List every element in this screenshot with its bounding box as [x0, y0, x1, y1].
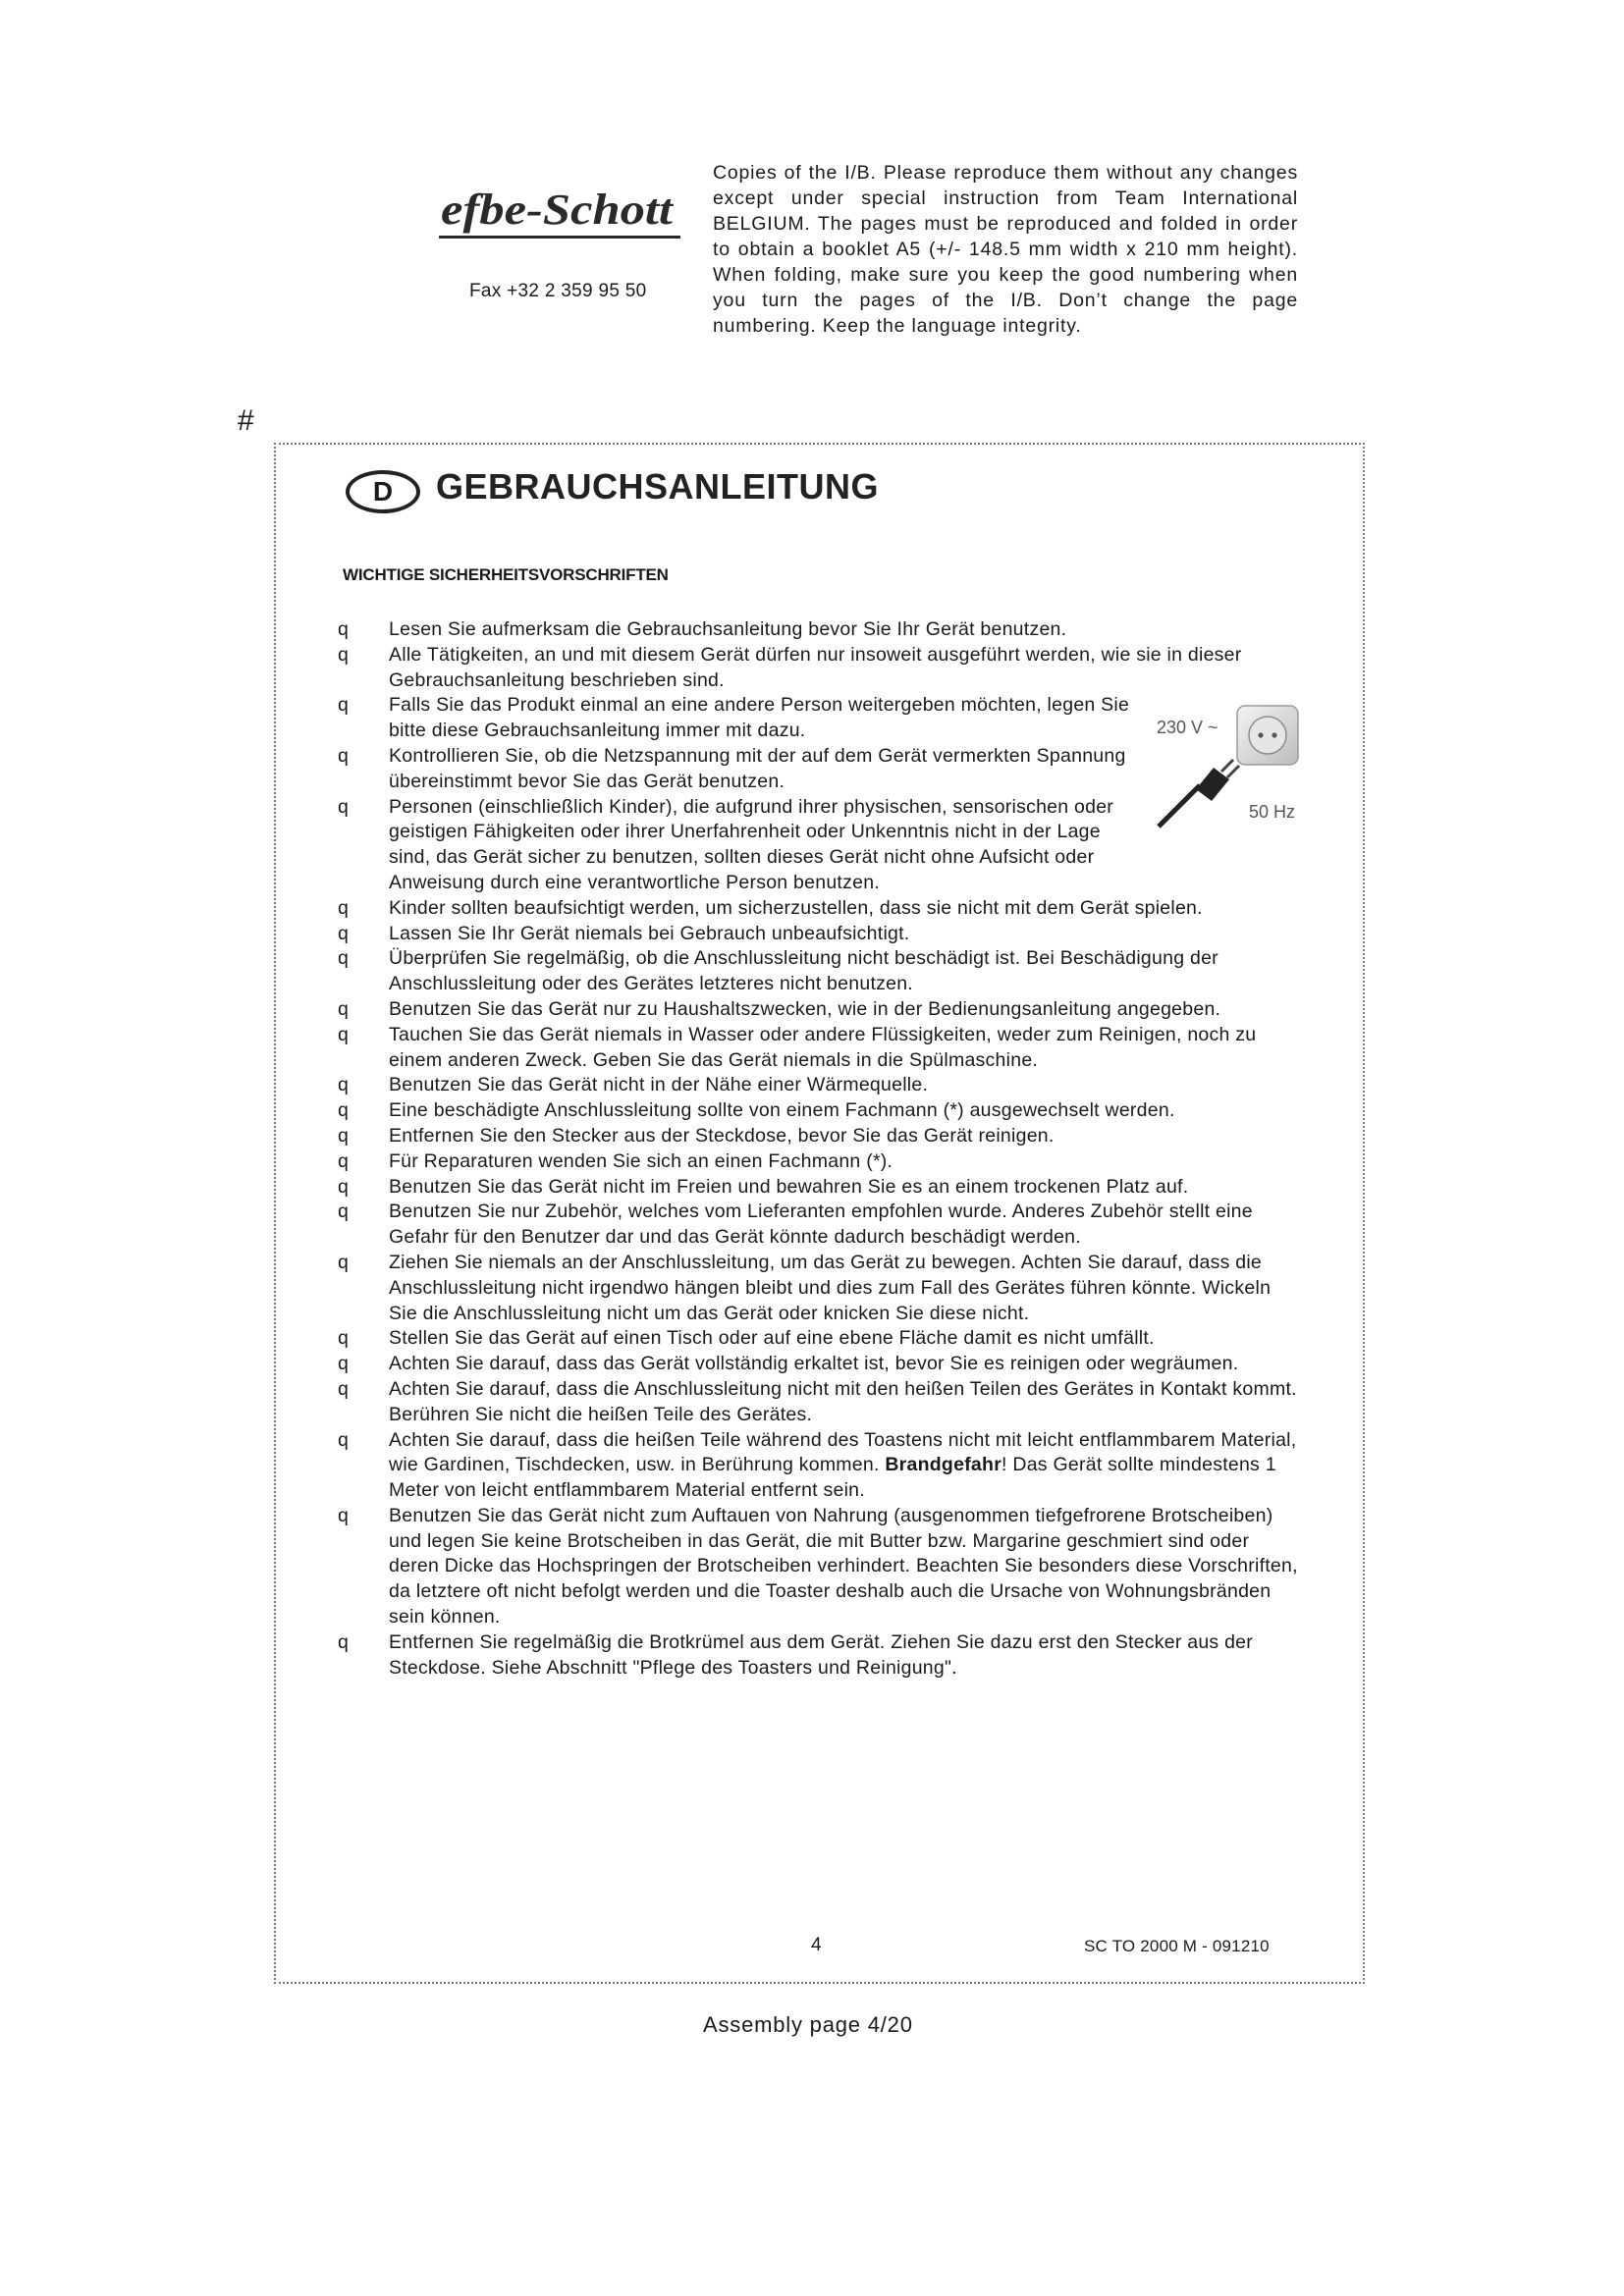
safety-item-text: Überprüfen Sie regelmäßig, ob die Anschlussleitung nicht beschädigt ist. Bei Beschädigung der Anschlussleitung oder des Gerätes letzteres nicht benutzen.: [389, 947, 1218, 995]
power-cord: [1159, 785, 1200, 827]
safety-item: [338, 1377, 1300, 1428]
bullet-marker: q: [338, 1353, 350, 1375]
page-marker: #: [238, 404, 254, 437]
manual-title-text: GEBRAUCHSANLEITUNG: [436, 466, 880, 507]
bullet-marker: q: [338, 1327, 350, 1350]
safety-item: [338, 1504, 1300, 1630]
efbe-schott-logo: [439, 187, 680, 234]
safety-item-text: Achten Sie darauf, dass die Anschlussleitung nicht mit den heißen Teilen des Gerätes in Kontakt kommt. Berühren Sie nicht die heißen Teile des Gerätes.: [389, 1377, 1297, 1425]
socket-pin-left: [1258, 732, 1263, 737]
safety-item-text: Achten Sie darauf, dass die heißen Teile während des Toastens nicht mit leicht entflammbarem Material, wie Gardinen, Tischdecken, usw. in Berührung kommen.: [389, 1428, 1297, 1476]
bullet-marker: q: [338, 1023, 350, 1045]
plug-prong-bottom: [1227, 766, 1239, 777]
voltage-label: 230 V ~: [1157, 718, 1218, 737]
safety-item-text: Stellen Sie das Gerät auf einen Tisch oder auf eine ebene Fläche damit es nicht umfällt.: [389, 1327, 1155, 1350]
bullet-marker: q: [338, 896, 350, 919]
safety-item: [338, 1251, 1300, 1326]
safety-item-text: Eine beschädigte Anschlussleitung sollte von einem Fachmann (*) ausgewechselt werden.: [389, 1099, 1175, 1122]
safety-item-text: Benutzen Sie das Gerät nicht im Freien und bewahren Sie es an einem trockenen Platz auf.: [389, 1175, 1189, 1198]
plug-prong-top: [1221, 760, 1233, 772]
bullet-marker: q: [338, 795, 350, 818]
bullet-marker: q: [338, 1201, 350, 1223]
socket-pin-right: [1272, 732, 1276, 737]
bullet-marker: q: [338, 1428, 350, 1451]
safety-item: [338, 1073, 1300, 1098]
bullet-marker: q: [338, 1149, 350, 1172]
safety-item: [338, 1326, 1300, 1352]
language-badge: D: [346, 470, 420, 513]
bullet-marker: q: [338, 947, 350, 970]
safety-item-text: Lassen Sie Ihr Gerät niemals bei Gebrauch unbeaufsichtigt.: [389, 922, 910, 944]
safety-item-text: Tauchen Sie das Gerät niemals in Wasser oder andere Flüssigkeiten, weder zum Reinigen, noch zu einem anderen Zweck. Geben Sie das Gerät niemals in die Spülmaschine.: [389, 1023, 1257, 1071]
safety-item-text: Benutzen Sie das Gerät nur zu Haushaltszwecken, wie in der Bedienungsanleitung angegeben.: [389, 997, 1221, 1020]
safety-item-text: Personen (einschließlich Kinder), die aufgrund ihrer physischen, sensorischen oder geistigen Fähigkeiten oder ihrer Unerfahrenheit oder Unkenntnis nicht in der Lage sind, das Gerät sicher zu benutzen, sollten dieses Gerät nicht ohne Aufsicht oder Anweisung durch eine verantwortliche Person benutzen.: [389, 795, 1114, 893]
bullet-marker: q: [338, 694, 350, 717]
logo-text: efbe-Schott: [441, 187, 676, 234]
warning-emphasis: Brandgefahr: [885, 1454, 1002, 1476]
safety-item: [338, 617, 1300, 643]
fax-number: Fax +32 2 359 95 50: [469, 281, 647, 301]
safety-item-text: Kinder sollten beaufsichtigt werden, um sicherzustellen, dass sie nicht mit dem Gerät spielen.: [389, 896, 1203, 919]
safety-item: [338, 1428, 1300, 1504]
copies-note: Copies of the I/B. Please reproduce them without any changes except under special instruction from Team International BELGIUM. The pages must be reproduced and folded in order to obtain a booklet A5 (+/- 148.5 mm width x 210 mm height). When folding, make sure you keep the good numbering when you turn the pages of the I/B. Don’t change the page numbering. Keep the language integrity.: [713, 162, 1298, 337]
safety-item-text: Lesen Sie aufmerksam die Gebrauchsanleitung bevor Sie Ihr Gerät benutzen.: [389, 618, 1067, 640]
bullet-marker: q: [338, 1251, 350, 1273]
bullet-marker: q: [338, 1074, 350, 1096]
safety-item: [338, 1098, 1300, 1124]
safety-item: [338, 643, 1300, 694]
safety-item: [338, 1630, 1300, 1682]
bullet-marker: q: [338, 1124, 350, 1147]
safety-item-text: Benutzen Sie nur Zubehör, welches vom Lieferanten empfohlen wurde. Anderes Zubehör stellt eine Gefahr für den Benutzer dar und das Gerät könnte dadurch beschädigt werden.: [389, 1201, 1253, 1249]
power-plug: [1196, 768, 1229, 801]
page-number: 4: [811, 1935, 822, 1955]
bullet-marker: q: [338, 1099, 350, 1122]
bullet-marker: q: [338, 744, 350, 767]
safety-item: [338, 1124, 1300, 1149]
socket-face: [1249, 717, 1286, 754]
frequency-label: 50 Hz: [1249, 802, 1296, 822]
bullet-marker: q: [338, 643, 350, 666]
safety-item-text: Entfernen Sie den Stecker aus der Steckdose, bevor Sie das Gerät reinigen.: [389, 1124, 1055, 1147]
safety-item-text: Falls Sie das Produkt einmal an eine andere Person weitergeben möchten, legen Sie bitte diese Gebrauchsanleitung immer mit dazu.: [389, 694, 1130, 742]
document-code: SC TO 2000 M - 091210: [1084, 1937, 1270, 1955]
safety-item-text: Benutzen Sie das Gerät nicht in der Nähe einer Wärmequelle.: [389, 1074, 929, 1096]
safety-item-text: Entfernen Sie regelmäßig die Brotkrümel aus dem Gerät. Ziehen Sie dazu erst den Stecker aus der Steckdose. Siehe Abschnitt "Pflege des Toasters und Reinigung".: [389, 1630, 1254, 1679]
bullet-marker: q: [338, 1630, 350, 1653]
bullet-marker: q: [338, 1175, 350, 1198]
socket-plug-illustration: [1139, 701, 1306, 833]
safety-item-text: Ziehen Sie niemals an der Anschlussleitung, um das Gerät zu bewegen. Achten Sie darauf, dass die Anschlussleitung nicht irgendwo hängen bleibt und dies zum Fall des Gerätes führen könnte. Wickeln Sie die Anschlussleitung nicht um das Gerät oder knicken Sie diese nicht.: [389, 1251, 1272, 1324]
safety-item: [338, 997, 1300, 1023]
safety-item: [338, 1023, 1300, 1074]
bullet-marker: q: [338, 922, 350, 944]
safety-item: [338, 1352, 1300, 1377]
safety-item-text: Alle Tätigkeiten, an und mit diesem Gerät dürfen nur insoweit ausgeführt werden, wie sie in dieser Gebrauchsanleitung beschrieben sind.: [389, 643, 1242, 691]
section-heading: WICHTIGE SICHERHEITSVORSCHRIFTEN: [343, 565, 669, 584]
bullet-marker: q: [338, 997, 350, 1020]
safety-item-text-tail: ! Das Gerät sollte mindestens 1 Meter von leicht entflammbarem Material entfernt sein.: [389, 1454, 1276, 1502]
logo-underline: [439, 236, 680, 239]
safety-item: [338, 896, 1300, 922]
assembly-page-label: Assembly page 4/20: [703, 2012, 913, 2037]
safety-item-text: Für Reparaturen wenden Sie sich an einen Fachmann (*).: [389, 1149, 893, 1172]
bullet-marker: q: [338, 618, 350, 640]
safety-item-text: Kontrollieren Sie, ob die Netzspannung mit der auf dem Gerät vermerkten Spannung übereinstimmt bevor Sie das Gerät benutzen.: [389, 744, 1126, 792]
safety-item: [338, 946, 1300, 997]
bullet-marker: q: [338, 1377, 350, 1400]
safety-item-text: Benutzen Sie das Gerät nicht zum Auftauen von Nahrung (ausgenommen tiefgefrorene Brotscheiben) und legen Sie keine Brotscheiben in das Gerät, die mit Butter bzw. Margarine geschmiert sind oder deren Dicke das Hochspringen der Brotscheiben verhindert. Beachten Sie besonders diese Vorschriften, da letztere oft nicht befolgt werden und die Toaster deshalb auch die Ursache von Wohnungsbränden sein können.: [389, 1504, 1298, 1629]
safety-item: [338, 1175, 1300, 1201]
bullet-marker: q: [338, 1504, 350, 1526]
safety-item-text: Achten Sie darauf, dass das Gerät vollständig erkaltet ist, bevor Sie es reinigen oder wegräumen.: [389, 1353, 1239, 1375]
safety-item: [338, 1149, 1300, 1175]
safety-item: [338, 1200, 1300, 1251]
safety-item: [338, 922, 1300, 947]
